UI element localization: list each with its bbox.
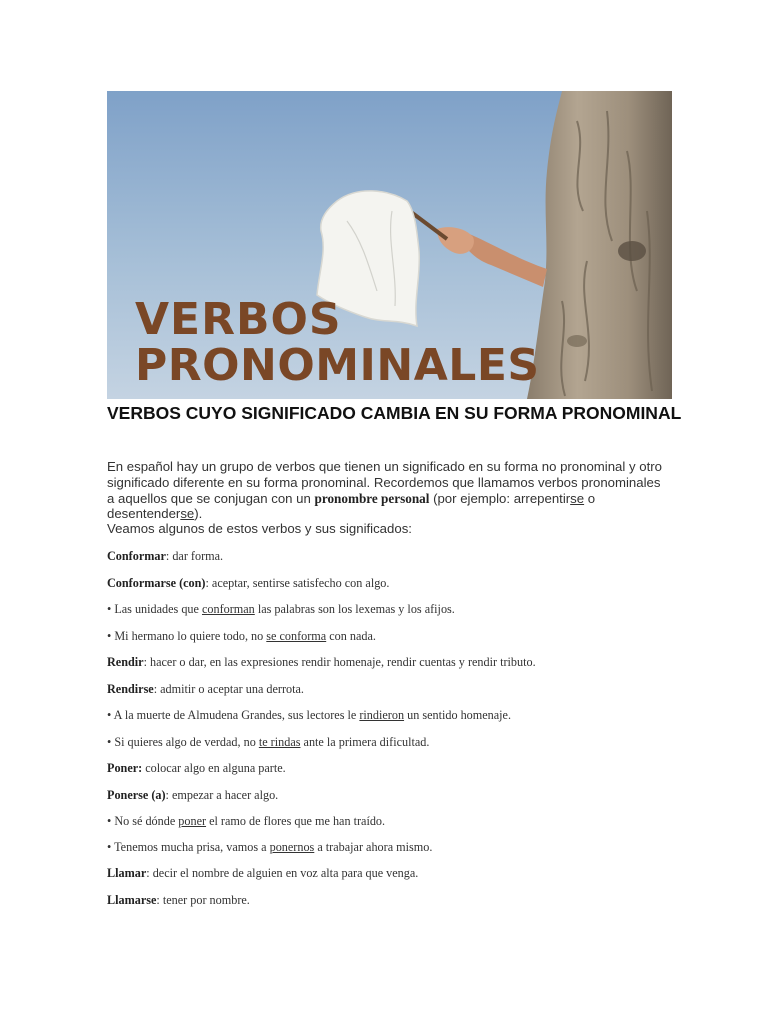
example-text: • Mi hermano lo quiere todo, no [107, 629, 267, 643]
intro-lead: Veamos algunos de estos verbos y sus significados: [107, 521, 412, 536]
definition [107, 576, 389, 591]
verb-meaning: : admitir o aceptar una derrota. [153, 682, 304, 696]
example-text: con nada. [326, 629, 376, 643]
example-text: ante la primera dificultad. [300, 735, 430, 749]
hero-title-line1: VERBOS [135, 294, 342, 345]
definition [107, 655, 536, 670]
example-verb: rindieron [359, 708, 405, 722]
intro-text: ). [194, 506, 203, 522]
intro-underline: se [570, 490, 585, 506]
verb-term: Poner: [107, 761, 143, 775]
article-title: VERBOS CUYO SIGNIFICADO CAMBIA EN SU FORMA PRONOMINAL [107, 403, 682, 423]
intro-text: En español hay un grupo de verbos que tienen un significado en su forma no pronominal y otro significado diferente en su forma pronominal. Recordemos que llamamos verbos pronominales a aquellos que se conjugan con un [107, 459, 662, 506]
example-text: • No sé dónde [107, 814, 179, 828]
example [107, 735, 429, 750]
definition [107, 549, 223, 564]
example-verb: te rindas [258, 735, 301, 749]
intro-paragraph [107, 459, 667, 522]
example [107, 840, 432, 855]
hero-image [107, 91, 672, 399]
example-text: • Tenemos mucha prisa, vamos a [107, 840, 270, 854]
verb-term: Conformarse (con) [107, 576, 206, 590]
definition [107, 893, 250, 908]
verb-meaning: : dar forma. [165, 549, 224, 563]
example-text: las palabras son los lexemas y los afijos. [254, 602, 455, 616]
verb-meaning: : hacer o dar, en las expresiones rendir homenaje, rendir cuentas y rendir tributo. [143, 655, 536, 669]
intro-text: (por ejemplo: arrepentir [429, 490, 571, 506]
example-text: • Si quieres algo de verdad, no [107, 735, 259, 749]
definition [107, 866, 418, 881]
verb-term: Rendir [107, 655, 144, 669]
definition [107, 788, 278, 803]
intro-bold-term: pronombre personal [314, 490, 430, 506]
verb-term: Llamarse [107, 893, 157, 907]
verb-meaning: : empezar a hacer algo. [165, 788, 279, 802]
example-verb: ponernos [269, 840, 315, 854]
verb-term: Ponerse (a) [107, 788, 166, 802]
example-verb: se conforma [266, 629, 327, 643]
verb-term: Llamar [107, 866, 147, 880]
verb-term: Rendirse [107, 682, 154, 696]
example-text: a trabajar ahora mismo. [314, 840, 433, 854]
example [107, 629, 376, 644]
verb-meaning: : tener por nombre. [156, 893, 250, 907]
intro-underline: se [180, 506, 195, 522]
definition [107, 761, 286, 776]
verb-meaning: : aceptar, sentirse satisfecho con algo. [205, 576, 390, 590]
verb-term: Conformar [107, 549, 166, 563]
example-text: • Las unidades que [107, 602, 202, 616]
verb-meaning: colocar algo en alguna parte. [142, 761, 286, 775]
example [107, 602, 455, 617]
example-text: • A la muerte de Almudena Grandes, sus lectores le [107, 708, 360, 722]
example [107, 814, 385, 829]
example-text: el ramo de flores que me han traído. [206, 814, 386, 828]
example-verb: poner [178, 814, 207, 828]
definition [107, 682, 304, 697]
verb-meaning: : decir el nombre de alguien en voz alta para que venga. [146, 866, 419, 880]
example-text: un sentido homenaje. [404, 708, 512, 722]
intro-text: o desentender [107, 490, 596, 522]
example [107, 708, 511, 723]
example-verb: conforman [201, 602, 255, 616]
hero-title-line2: PRONOMINALES [135, 340, 540, 391]
